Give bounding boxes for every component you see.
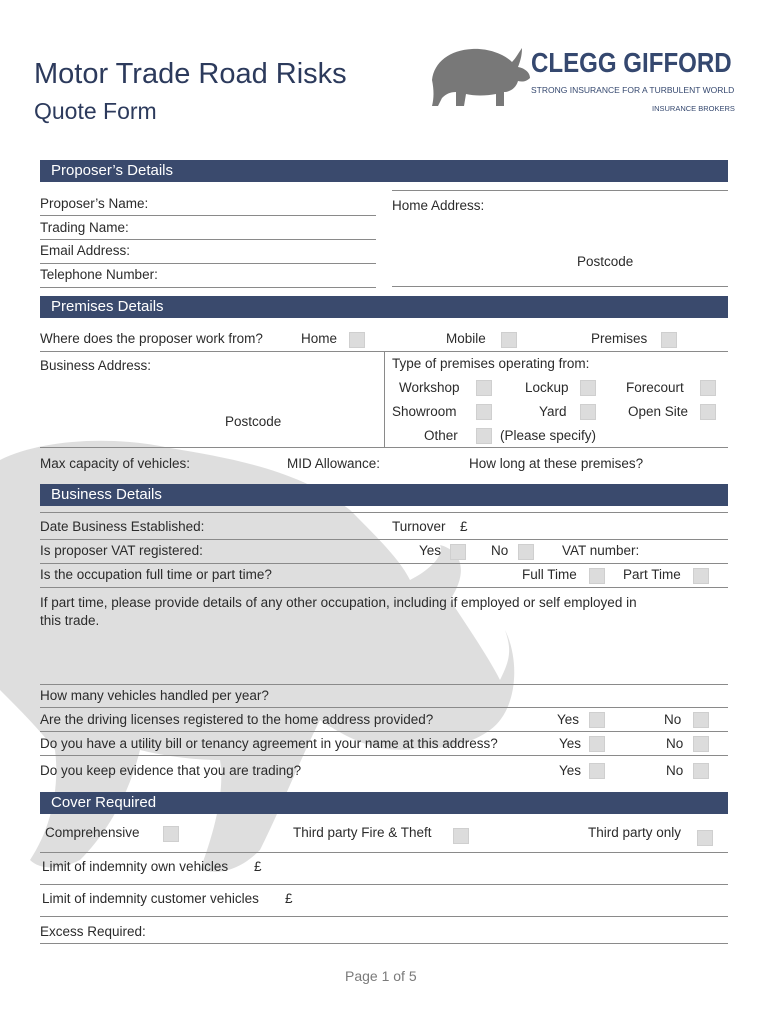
part-time-details-label: If part time, please provide details of any other occupation, including if employed or self employed in xyxy=(40,595,637,610)
max-capacity-label: Max capacity of vehicles: xyxy=(40,456,191,471)
utility-yes-label: Yes xyxy=(559,736,582,751)
turnover-label: Turnover xyxy=(392,519,446,534)
logo-name: CLEGG GIFFORD xyxy=(531,47,732,78)
utility-bill-label: Do you have a utility bill or tenancy agreement in your name at this address? xyxy=(40,736,498,751)
licenses-yes-checkbox[interactable] xyxy=(589,712,605,728)
utility-no-checkbox[interactable] xyxy=(693,736,709,752)
please-specify-label: (Please specify) xyxy=(500,428,597,443)
cover-third-party-only-checkbox[interactable] xyxy=(697,830,713,846)
mid-allowance-label: MID Allowance: xyxy=(287,456,381,471)
row-rule xyxy=(40,587,728,588)
evidence-yes-label: Yes xyxy=(559,763,582,778)
vat-number-label: VAT number: xyxy=(562,543,640,558)
cover-comprehensive-label: Comprehensive xyxy=(45,825,140,840)
row-rule xyxy=(40,539,728,540)
type-lockup-checkbox[interactable] xyxy=(580,380,596,396)
type-open-site-label: Open Site xyxy=(628,404,689,419)
section-heading: Cover Required xyxy=(51,794,157,811)
type-other-label: Other xyxy=(424,428,458,443)
date-established-label: Date Business Established: xyxy=(40,519,205,534)
vat-yes-label: Yes xyxy=(419,543,442,558)
excess-required-label: Excess Required: xyxy=(40,924,146,939)
limit-customer-vehicles-label: Limit of indemnity customer vehicles xyxy=(42,891,259,906)
licenses-label: Are the driving licenses registered to the home address provided? xyxy=(40,712,434,727)
work-from-mobile-label: Mobile xyxy=(446,331,486,346)
row-rule xyxy=(40,755,728,756)
telephone-number-label: Telephone Number: xyxy=(40,267,158,282)
home-address-label: Home Address: xyxy=(392,198,485,213)
vat-yes-checkbox[interactable] xyxy=(450,544,466,560)
limit-own-vehicles-field[interactable] xyxy=(40,884,728,885)
type-open-site-checkbox[interactable] xyxy=(700,404,716,420)
vehicles-per-year-label: How many vehicles handled per year? xyxy=(40,688,269,703)
type-other-checkbox[interactable] xyxy=(476,428,492,444)
row-rule xyxy=(40,852,728,853)
type-workshop-checkbox[interactable] xyxy=(476,380,492,396)
premises-type-label: Type of premises operating from: xyxy=(392,356,590,371)
trading-name-label: Trading Name: xyxy=(40,220,129,235)
section-business-details xyxy=(40,484,728,506)
work-from-label: Where does the proposer work from? xyxy=(40,331,263,346)
type-yard-checkbox[interactable] xyxy=(580,404,596,420)
evidence-no-label: No xyxy=(666,763,684,778)
limit-customer-vehicles-field[interactable] xyxy=(40,916,728,917)
work-from-mobile-checkbox[interactable] xyxy=(501,332,517,348)
proposer-name-label: Proposer’s Name: xyxy=(40,196,149,211)
cover-third-party-only-label: Third party only xyxy=(588,825,682,840)
work-from-premises-checkbox[interactable] xyxy=(661,332,677,348)
work-from-premises-label: Premises xyxy=(591,331,648,346)
vat-no-checkbox[interactable] xyxy=(518,544,534,560)
evidence-trading-label: Do you keep evidence that you are trading? xyxy=(40,763,302,778)
utility-yes-checkbox[interactable] xyxy=(589,736,605,752)
type-forecourt-label: Forecourt xyxy=(626,380,684,395)
evidence-yes-checkbox[interactable] xyxy=(589,763,605,779)
limit-own-vehicles-label: Limit of indemnity own vehicles xyxy=(42,859,229,874)
premises-address-rule xyxy=(40,447,728,448)
section-proposers-details xyxy=(40,160,728,182)
section-cover-required xyxy=(40,792,728,814)
logo-tagline: STRONG INSURANCE FOR A TURBULENT WORLD xyxy=(531,85,735,95)
limit-customer-currency: £ xyxy=(285,891,293,906)
page-subtitle: Quote Form xyxy=(34,98,157,124)
excess-required-field[interactable] xyxy=(40,943,728,944)
turnover-currency: £ xyxy=(460,519,468,534)
part-time-label: Part Time xyxy=(623,567,681,582)
licenses-yes-label: Yes xyxy=(557,712,580,727)
business-postcode-label: Postcode xyxy=(225,414,282,429)
company-logo xyxy=(426,38,736,118)
part-time-details-label-2: this trade. xyxy=(40,613,100,628)
section-heading: Premises Details xyxy=(51,298,164,315)
row-rule xyxy=(40,731,728,732)
trading-name-field[interactable] xyxy=(40,239,376,240)
licenses-no-label: No xyxy=(664,712,682,727)
home-address-top-rule xyxy=(392,190,728,191)
email-address-field[interactable] xyxy=(40,263,376,264)
section-heading: Business Details xyxy=(51,486,162,503)
page-number: Page 1 of 5 xyxy=(345,968,417,984)
work-from-home-label: Home xyxy=(301,331,338,346)
row-rule xyxy=(40,563,728,564)
vat-no-label: No xyxy=(491,543,509,558)
evidence-no-checkbox[interactable] xyxy=(693,763,709,779)
licenses-no-checkbox[interactable] xyxy=(693,712,709,728)
type-showroom-label: Showroom xyxy=(392,404,457,419)
occupation-label: Is the occupation full time or part time? xyxy=(40,567,272,582)
premises-divider xyxy=(384,352,385,447)
type-lockup-label: Lockup xyxy=(525,380,569,395)
how-long-premises-label: How long at these premises? xyxy=(469,456,644,471)
telephone-number-field[interactable] xyxy=(40,287,376,288)
full-time-label: Full Time xyxy=(522,567,577,582)
type-yard-label: Yard xyxy=(539,404,567,419)
limit-own-currency: £ xyxy=(254,859,262,874)
work-from-home-checkbox[interactable] xyxy=(349,332,365,348)
cover-fire-theft-checkbox[interactable] xyxy=(453,828,469,844)
business-top-rule xyxy=(40,512,728,513)
type-forecourt-checkbox[interactable] xyxy=(700,380,716,396)
page-title: Motor Trade Road Risks xyxy=(34,58,347,90)
rhino-logo-icon xyxy=(426,40,532,110)
section-heading: Proposer’s Details xyxy=(51,162,173,179)
part-time-checkbox[interactable] xyxy=(693,568,709,584)
utility-no-label: No xyxy=(666,736,684,751)
full-time-checkbox[interactable] xyxy=(589,568,605,584)
email-address-label: Email Address: xyxy=(40,243,131,258)
business-address-label: Business Address: xyxy=(40,358,152,373)
home-address-field[interactable] xyxy=(392,286,728,287)
cover-fire-theft-label: Third party Fire & Theft xyxy=(293,825,432,840)
type-showroom-checkbox[interactable] xyxy=(476,404,492,420)
logo-sub: INSURANCE BROKERS xyxy=(652,104,735,113)
part-time-details-field[interactable] xyxy=(40,684,728,685)
cover-comprehensive-checkbox[interactable] xyxy=(163,826,179,842)
home-postcode-label: Postcode xyxy=(577,254,634,269)
section-premises-details xyxy=(40,296,728,318)
proposer-name-field[interactable] xyxy=(40,215,376,216)
row-rule xyxy=(40,707,728,708)
type-workshop-label: Workshop xyxy=(399,380,460,395)
vat-registered-label: Is proposer VAT registered: xyxy=(40,543,203,558)
